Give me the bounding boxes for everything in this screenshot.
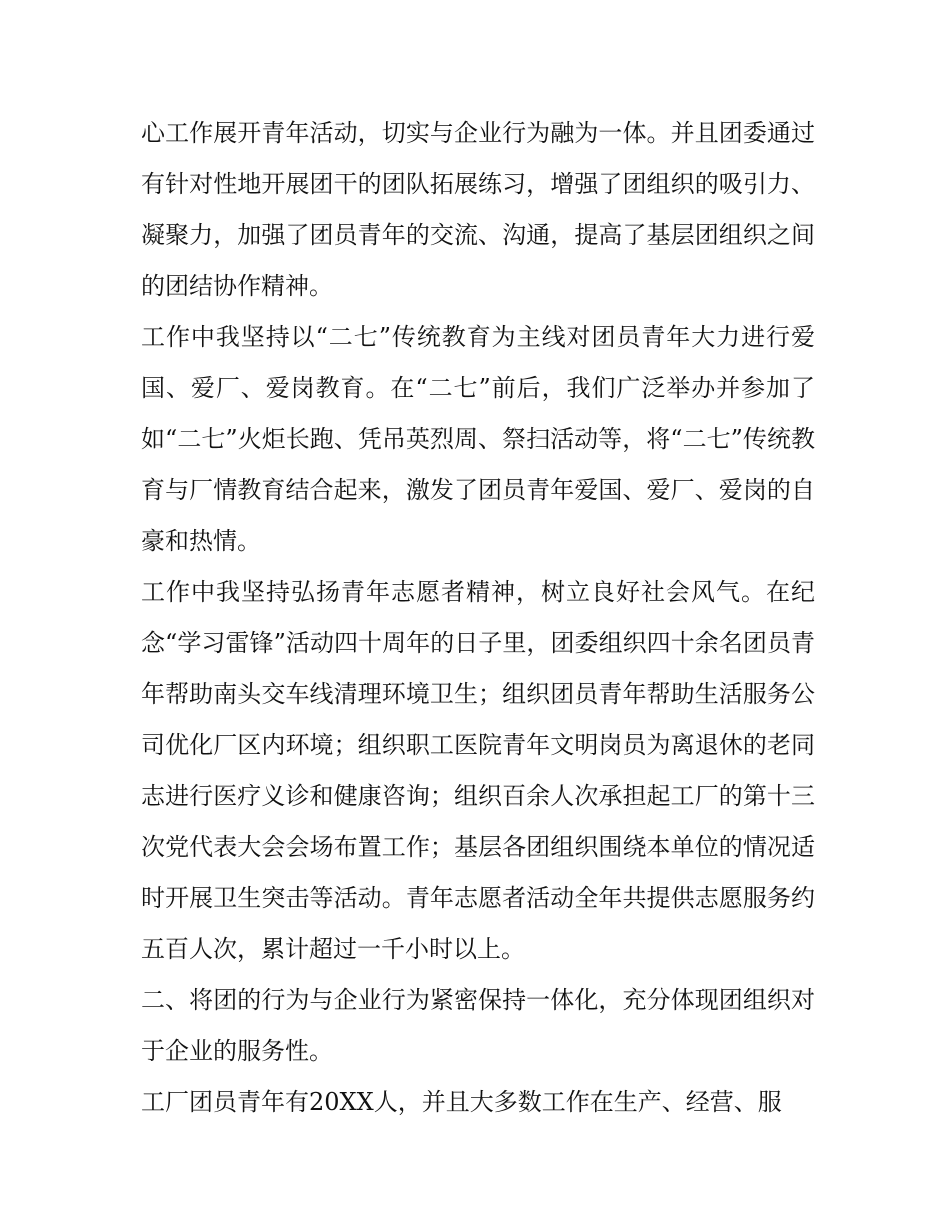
paragraph-3: 工作中我坚持弘扬青年志愿者精神，树立良好社会风气。在纪念“学习雷锋”活动四十周年的日子里，团委组织四十余名团员青年帮助南头交车线清理环境卫生；组织团员青年帮助生活服务公司优化厂区内环境；组织职工医院青年文明岗员为离退休的老同志进行医疗义诊和健康咨询；组织百余人次承担起工厂的第十三次党代表大会会场布置工作；基层各团组织围绕本单位的情况适时开展卫生突击等活动。青年志愿者活动全年共提供志愿服务约五百人次，累计超过一千小时以上。 xyxy=(141,578,815,963)
document-body xyxy=(141,108,815,1128)
paragraph-2: 工作中我坚持以“二七”传统教育为主线对团员青年大力进行爱国、爱厂、爱岗教育。在“二七”前后，我们广泛举办并参加了如“二七”火炬长跑、凭吊英烈周、祭扫活动等，将“二七”传统教育与厂情教育结合起来，激发了团员青年爱国、爱厂、爱岗的自豪和热情。 xyxy=(141,323,815,555)
paragraph-1: 心工作展开青年活动，切实与企业行为融为一体。并且团委通过有针对性地开展团干的团队拓展练习，增强了团组织的吸引力、凝聚力，加强了团员青年的交流、沟通，提高了基层团组织之间的团结协作精神。 xyxy=(141,119,815,300)
paragraph-5: 工厂团员青年有20XX人，并且大多数工作在生产、经营、服 xyxy=(141,1088,782,1116)
paragraph-4: 二、将团的行为与企业行为紧密保持一体化，充分体现团组织对于企业的服务性。 xyxy=(141,986,815,1065)
